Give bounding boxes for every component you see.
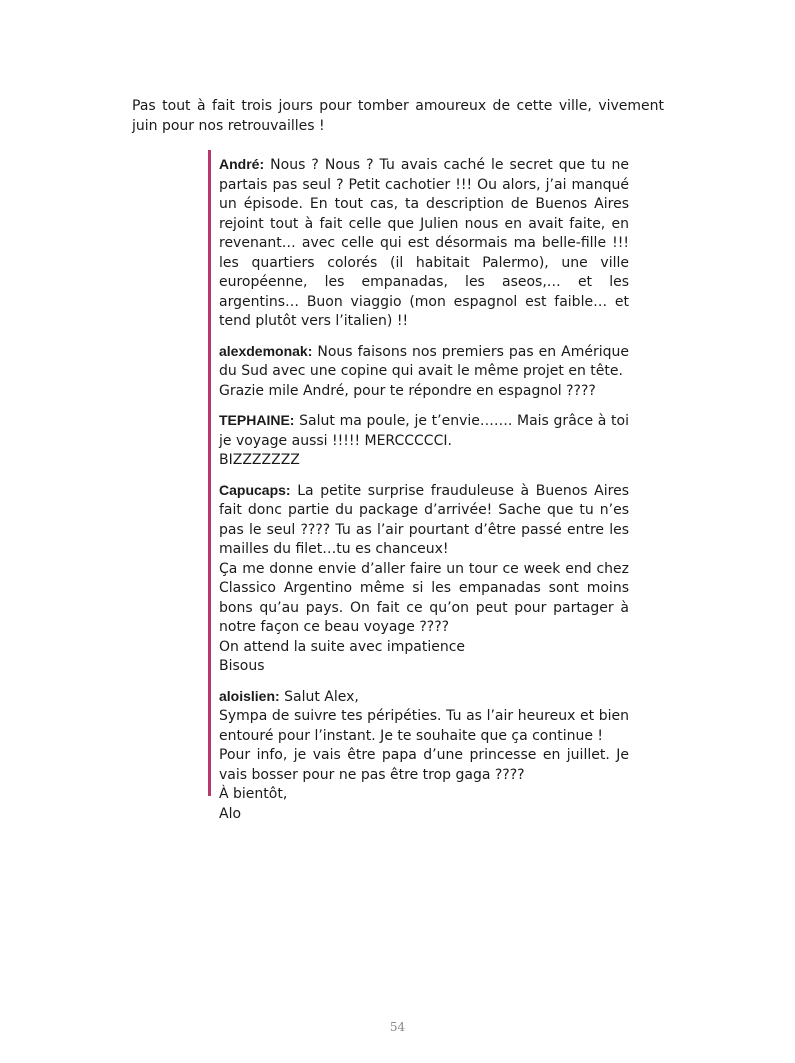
comment-tephaine xyxy=(219,411,629,471)
comment-line: À bientôt, xyxy=(219,786,288,802)
comments-block xyxy=(208,150,630,822)
comment-paragraph: Sympa de suivre tes péripéties. Tu as l’air heureux et bien entouré pour l’instant. Je te souhaite que ça continue ! xyxy=(219,708,629,744)
comment-text: Nous faisons nos premiers pas en Amérique du Sud avec une copine qui avait le même projet en tête. xyxy=(219,343,630,379)
page-number: 54 xyxy=(389,1020,406,1034)
comment-line: BIZZZZZZZ xyxy=(219,452,300,468)
comment-author: André: xyxy=(219,156,265,172)
comment-text: Salut ma poule, je t’envie……. Mais grâce à toi je voyage aussi !!!!! MERCCCCCI. xyxy=(219,413,629,449)
comment-author: alexdemonak: xyxy=(219,342,313,359)
comment-author: Capucaps: xyxy=(219,481,291,498)
comment-paragraph: Ça me donne envie d’aller faire un tour ce week end chez Classico Argentino même si les empanadas sont moins bons qu’au pays. On fait ce qu’on peut pour partager à notre façon ce beau voyage ???? xyxy=(219,560,629,635)
intro-paragraph: Pas tout à fait trois jours pour tomber amoureux de cette ville, vivement juin pour nos retrouvailles ! xyxy=(132,98,664,134)
comment-line: Bisous xyxy=(219,658,265,674)
comment-author: TEPHAINE: xyxy=(219,412,295,428)
comment-author: aloislien: xyxy=(219,687,280,704)
comment-line: Grazie mile André, pour te répondre en espagnol ???? xyxy=(219,382,596,399)
comment-capucaps xyxy=(219,481,629,677)
comment-text: Nous ? Nous ? Tu avais caché le secret que tu ne partais pas seul ? Petit cachotier !!! Ou alors, j’ai manqué un épisode. En tout cas, ta description de Buenos Aires rejoint tout à fait celle que Julien nous en avait faite, en revenant… avec celle qui est désormais ma belle-fille !!! les quartiers colorés (il habitait Palermo), une ville européenne, les empanadas, les aseos,… et les argentins… Buon viaggio (mon espagnol est faible… et tend plutôt vers l’italien) !! xyxy=(219,157,629,329)
comment-paragraph: Pour info, je vais être papa d’une princesse en juillet. Je vais bosser pour ne pas être trop gaga ???? xyxy=(219,747,629,783)
comment-line: Alo xyxy=(219,805,242,822)
comment-alexdemonak xyxy=(219,342,629,402)
comment-text: La petite surprise frauduleuse à Buenos Aires fait donc partie du package d’arrivée! Sache que tu n’es pas le seul ???? Tu as l’air pourtant d’être passé entre les mailles du filet…tu es chanceux! xyxy=(219,482,630,557)
comment-text: Salut Alex, xyxy=(284,688,359,705)
comment-aloislien xyxy=(219,687,629,825)
comment-andre xyxy=(219,155,629,332)
comment-line: On attend la suite avec impatience xyxy=(219,638,466,655)
